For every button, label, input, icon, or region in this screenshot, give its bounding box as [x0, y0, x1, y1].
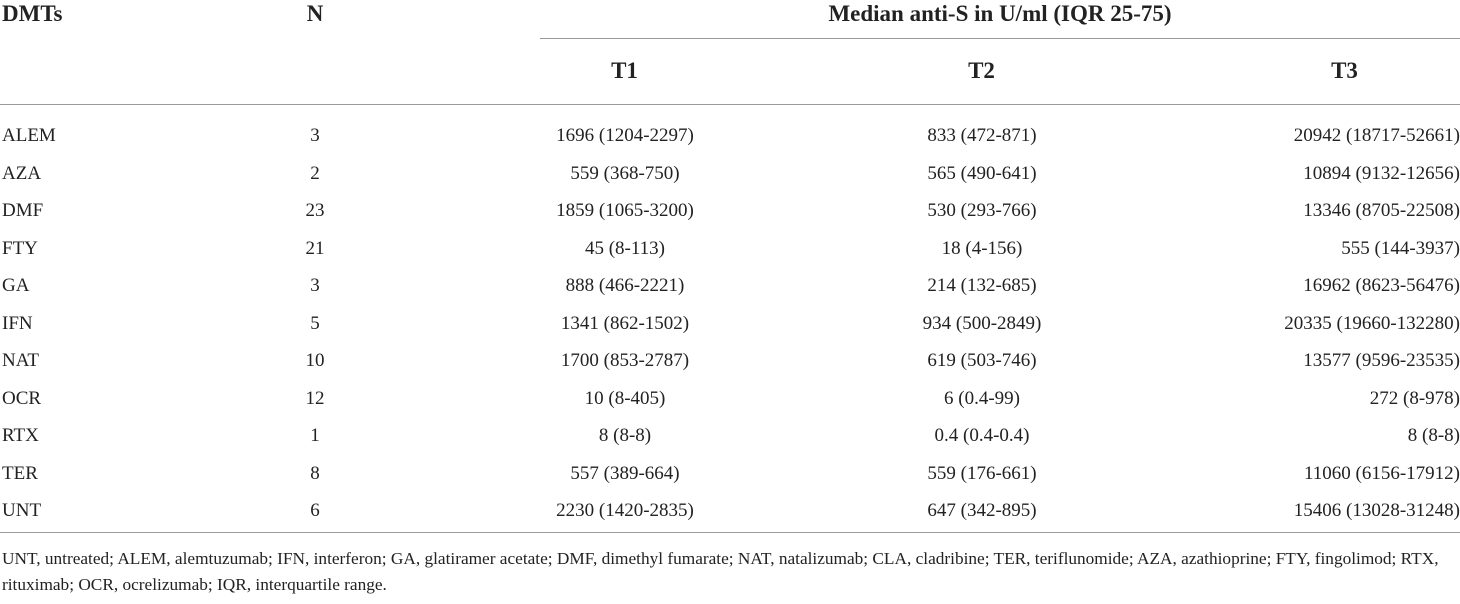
cell-t1: 10 (8-405) [584, 387, 666, 409]
cell-t3: 16962 (8623-56476) [1303, 275, 1460, 296]
table-footnote: UNT, untreated; ALEM, alemtuzumab; IFN, interferon; GA, glatiramer acetate; DMF, dimethyl fumarate; NAT, natalizumab; CLA, cladribine; TER, teriflunomide; AZA, azathioprine; FTY, fingolimod; RTX, rituximab; OCR, ocrelizumab; IQR, interquartile range. [2, 549, 1439, 594]
cell-dmt: DMF [2, 200, 44, 221]
cell-t3: 272 (8-978) [1369, 387, 1460, 409]
table-body [0, 121, 1460, 534]
cell-n: 23 [305, 200, 325, 221]
column-header-t2: T2 [968, 58, 995, 83]
cell-dmt: AZA [2, 162, 42, 184]
cell-dmt: GA [2, 275, 30, 296]
cell-t2: 833 (472-871) [927, 125, 1037, 146]
table-row [0, 159, 1460, 197]
cell-n: 3 [310, 125, 320, 146]
table-row [0, 271, 1460, 309]
table-row [0, 459, 1460, 497]
cell-t1: 557 (389-664) [570, 462, 680, 484]
cell-t2: 934 (500-2849) [922, 312, 1042, 334]
column-header-t1: T1 [611, 58, 638, 83]
table-row [0, 346, 1460, 384]
cell-t1: 8 (8-8) [598, 425, 652, 446]
cell-t1: 2230 (1420-2835) [556, 500, 694, 521]
cell-t2: 530 (293-766) [927, 200, 1037, 221]
cell-t2: 0.4 (0.4-0.4) [934, 425, 1030, 446]
cell-dmt: NAT [2, 350, 39, 371]
cell-n: 2 [310, 162, 320, 184]
cell-t1: 559 (368-750) [570, 162, 680, 184]
cell-t1: 1700 (853-2787) [560, 350, 690, 371]
table-row [0, 496, 1460, 534]
cell-n: 8 [310, 462, 320, 484]
column-header-n: N [306, 1, 324, 26]
column-header-dmts: DMTs [2, 1, 63, 26]
cell-t3: 11060 (6156-17912) [1303, 462, 1460, 484]
cell-n: 1 [310, 425, 320, 446]
table-row [0, 121, 1460, 159]
cell-t3: 8 (8-8) [1407, 425, 1460, 446]
cell-n: 12 [305, 387, 325, 409]
column-group-header-median: Median anti-S in U/ml (IQR 25-75) [828, 1, 1172, 26]
cell-dmt: ALEM [2, 125, 56, 146]
cell-t3: 15406 (13028-31248) [1293, 500, 1460, 521]
cell-t1: 1696 (1204-2297) [556, 125, 694, 146]
cell-t2: 619 (503-746) [927, 350, 1037, 371]
table-bottom-rule [0, 532, 1460, 533]
group-header-rule [540, 38, 1460, 39]
cell-dmt: TER [2, 462, 38, 484]
cell-t3: 20942 (18717-52661) [1293, 125, 1460, 146]
table-row [0, 421, 1460, 459]
cell-n: 10 [305, 350, 325, 371]
cell-t2: 6 (0.4-99) [944, 387, 1020, 409]
cell-dmt: OCR [2, 387, 42, 409]
cell-dmt: IFN [2, 312, 33, 334]
cell-t1: 1859 (1065-3200) [556, 200, 694, 221]
cell-dmt: UNT [2, 500, 42, 521]
cell-t2: 559 (176-661) [927, 462, 1037, 484]
cell-t1: 1341 (862-1502) [560, 312, 690, 334]
cell-t3: 13346 (8705-22508) [1303, 200, 1460, 221]
cell-n: 5 [310, 312, 320, 334]
cell-t2: 18 (4-156) [941, 237, 1023, 259]
cell-n: 21 [305, 237, 325, 259]
cell-t1: 888 (466-2221) [565, 275, 685, 296]
cell-t3: 20335 (19660-132280) [1284, 312, 1460, 334]
cell-t3: 555 (144-3937) [1341, 237, 1460, 259]
table-row [0, 234, 1460, 272]
cell-t3: 13577 (9596-23535) [1303, 350, 1460, 371]
cell-t2: 565 (490-641) [927, 162, 1037, 184]
cell-t3: 10894 (9132-12656) [1303, 162, 1460, 184]
cell-n: 6 [310, 500, 320, 521]
cell-dmt: FTY [2, 237, 38, 259]
table-row [0, 384, 1460, 422]
cell-t2: 647 (342-895) [927, 500, 1037, 521]
header-rule [0, 104, 1460, 105]
table-row [0, 196, 1460, 234]
cell-t1: 45 (8-113) [584, 237, 666, 259]
column-header-t3: T3 [1331, 58, 1358, 83]
cell-t2: 214 (132-685) [927, 275, 1037, 296]
cell-dmt: RTX [2, 425, 39, 446]
table-row [0, 309, 1460, 347]
cell-n: 3 [310, 275, 320, 296]
